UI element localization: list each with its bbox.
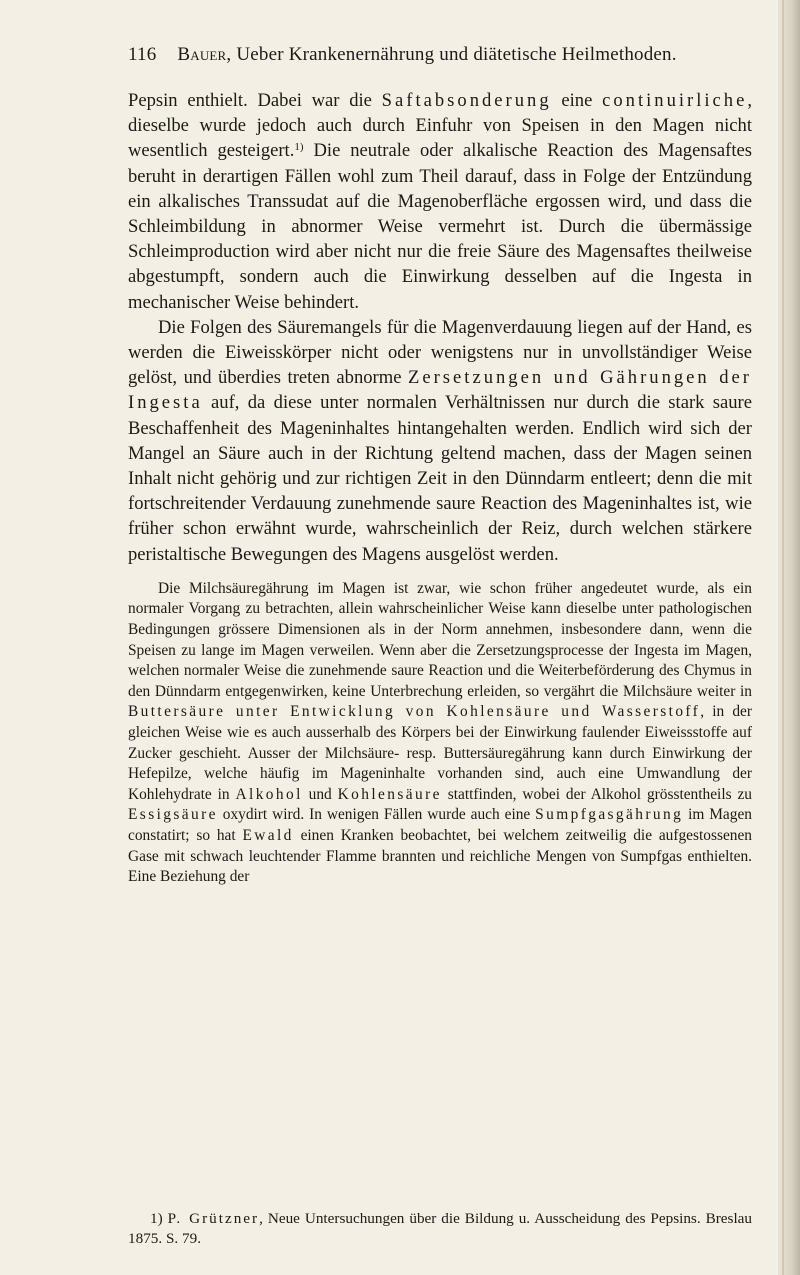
emphasis: Zersetzungen und Gährungen der Ingesta xyxy=(128,367,752,414)
author-name: Ewald xyxy=(242,826,294,844)
footnote-reference[interactable]: 1) xyxy=(294,141,304,154)
emphasis: Saftabsonderung xyxy=(381,90,552,111)
emphasis: Essigsäure xyxy=(128,806,218,824)
footnote-text: , Neue Untersuchungen über die Bildung u. Ausscheidung des Pepsins. Breslau 1875. S. 79. xyxy=(128,1210,752,1247)
footnote-author: P. Grützner xyxy=(167,1210,260,1227)
page-body xyxy=(128,88,752,888)
emphasis: Buttersäure unter Entwicklung von Kohlensäure und Wasserstoff xyxy=(128,703,701,721)
header-title: Ueber Krankenernährung und diätetische Heilmethoden. xyxy=(236,44,677,65)
footnote xyxy=(128,1209,752,1249)
emphasis: Sumpfgasgährung xyxy=(535,806,684,824)
small-paragraph: Die Milchsäuregährung im Magen ist zwar, wie schon früher angedeutet wurde, als ein normaler Vorgang zu betrachten, allein wahrscheinlicher Weise kann dieselbe unter pathologischen Bedingungen grössere Dimensionen als in der Norm annehmen, insbesondere dann, wenn die Speisen zu lange im Magen verweilen. Wenn aber die Zersetzungsprocesse der Ingesta im Magen, welchen normaler Weise die zunehmende saure Reaction und die Weiterbeförderung des Chymus in den Dünndarm entgegenwirken, keine Unterbrechung erleiden, so vergährt die Milchsäure weiter in Buttersäure unter Entwicklung von Kohlensäure und Wasserstoff, in der gleichen Weise wie es auch ausserhalb des Körpers bei der Einwirkung faulender Eiweissstoffe auf Zucker geschieht. Ausser der Milchsäure- resp. Buttersäuregährung kann durch Einwirkung der Hefepilze, welche häufig im Mageninhalte vorhanden sind, auch eine Umwandlung der Kohlehydrate in Alkohol und Kohlensäure stattfinden, wobei der Alkohol grösstentheils zu Essigsäure oxydirt wird. In wenigen Fällen wurde auch eine Sumpfgasgährung im Magen constatirt; so hat Ewald einen Kranken beobachtet, bei welchem zeitweilig die aufgestossenen Gase mit schwach leuchtender Flamme brannten und reichliche Mengen von Sumpfgas enthielten. Eine Beziehung der xyxy=(128,579,753,886)
paragraph-2: Die Folgen des Säuremangels für die Magenverdauung liegen auf der Hand, es werden die Eiweisskörper nicht oder wenigstens nur in unvollständiger Weise gelöst, und überdies treten abnorme Zersetzungen und Gährungen der Ingesta auf, da diese unter normalen Verhältnissen nur durch die stark saure Beschaffenheit des Mageninhaltes hintangehalten werden. Endlich wird sich der Mangel an Säure auch in der Richtung geltend machen, dass der Magen seinen Inhalt nicht gehörig und zur richtigen Zeit in den Dünndarm entleert; denn die mit fortschreitender Verdauung zunehmende saure Reaction des Mageninhaltes ist, wie früher schon erwähnt wurde, wahrscheinlich der Reiz, durch welchen stärkere peristaltische Bewegungen des Magens ausgelöst werden. xyxy=(128,316,752,565)
paragraph-1: Pepsin enthielt. Dabei war die Saftabsonderung eine continuirliche, dieselbe wurde jedoch auch durch Einfuhr von Speisen in den Magen nicht wesentlich gesteigert.$^{1)}$ Die neutrale oder alkalische Reaction des Magensaftes beruht in derartigen Fällen wohl zum Theil darauf, dass in Folge der Entzündung ein alkalisches Transsudat auf die Magenoberfläche ergossen wird, und dass die Schleimbildung in abnormer Weise vermehrt ist. Durch die übermässige Schleimproduction wird aber nicht nur die freie Säure des Magensaftes theilweise abgestumpft, sondern auch die Einwirkung desselben auf die Ingesta in mechanischer Weise behindert. xyxy=(128,90,753,313)
emphasis: Alkohol xyxy=(235,785,303,803)
small-print-section xyxy=(128,579,752,888)
emphasis: Kohlensäure xyxy=(337,785,442,803)
page-number: 116 xyxy=(128,44,157,65)
page-edge xyxy=(778,0,800,1275)
running-header xyxy=(128,44,708,66)
footnote-marker: 1) xyxy=(150,1210,168,1227)
main-text xyxy=(128,88,752,567)
header-author: Bauer, xyxy=(177,44,232,65)
emphasis: continuirliche xyxy=(602,90,748,111)
